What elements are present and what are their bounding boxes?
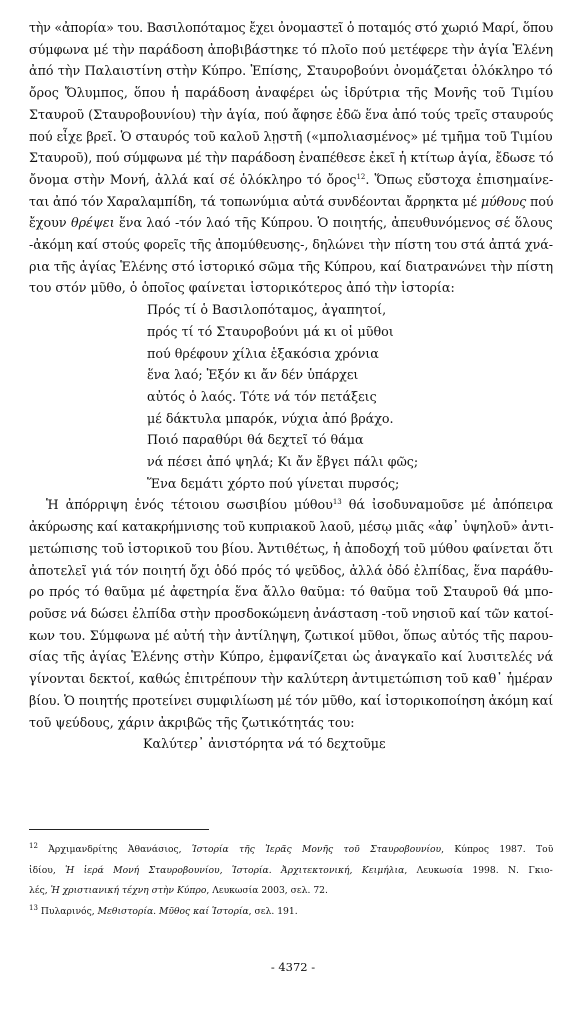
italic-title: Ἡ χριστιανική τέχνη στὴν Κύπρο: [50, 885, 207, 896]
line-text: πού εἶχε βρεῖ. Ὁ σταυρός τοῦ καλοῦ λῃστῆ («μπολιασμένος» μέ τμῆμα τοῦ Τιμίου: [29, 128, 553, 144]
verse-line: [147, 429, 553, 451]
text-line: [29, 191, 553, 213]
italic-term: θρέψει: [70, 215, 115, 231]
footnote-ref-12[interactable]: 12: [356, 172, 366, 181]
line-text: κων του. Σύμφωνα μέ αὐτή τὴν ἀντίληψη, ζωτικοί μῦθοι, ὅπως αὐτός τῆς παρου-: [29, 627, 553, 643]
verse-text: Ποιό παραθύρι θά δεχτεῖ τό θάμα: [147, 432, 364, 448]
verse-quote-final: [29, 733, 553, 755]
verse-text: αὐτός ὁ λαός. Τότε νά τόν πετάξεις: [147, 388, 377, 404]
footnote-ref-13[interactable]: 13: [332, 498, 342, 507]
verse-line: [147, 321, 553, 343]
verse-text: πού θρέφουν χίλια ἑξακόσια χρόνια: [147, 345, 379, 361]
line-text: ροῦσε νά δώσει ἐλπίδα στὴν προσδοκώμενη ἀνάσταση -τοῦ νησιοῦ καί τῶν κατοί-: [29, 605, 554, 621]
line-text: ἀποτελεῖ γιά τόν ποιητή ὄχι ὁδό πρός τό ψεῦδος, ἀλλά ὁδό ἐλπίδας, ἕνα παράθυ-: [29, 562, 554, 578]
line-text: Σταυροῦ), πού σύμφωνα μέ τὴν παράδοση ἐναπέθεσε ἐκεῖ ἡ κτίτωρ ἁγία, ἔδωσε τό: [29, 150, 554, 166]
verse-text: Πρός τί ὁ Βασιλοπόταμος, ἀγαπητοί,: [147, 302, 387, 318]
footnote-12-cont: [29, 861, 553, 882]
text-line: [29, 82, 553, 104]
italic-title: Ἡ ἱερά Μονή Σταυροβουνίου, Ἱστορία. Ἀρχιτεκτονική, Κειμήλια: [65, 864, 405, 876]
verse-text: Καλύτερ᾽ ἀνιστόρητα νά τό δεχτοῦμε: [143, 736, 386, 752]
verse-text: ἕνα λαό; Ἐξόν κι ἄν δέν ὑπάρχει: [147, 367, 359, 383]
text-run: ἔχουν: [29, 215, 71, 231]
text-line: [29, 277, 553, 299]
line-text: τὴν «ἀπορία» του. Βασιλοπόταμος ἔχει ὀνομαστεῖ ὁ ποταμός στό χωριό Μαρί, ὅπου: [29, 20, 553, 35]
verse-text: μέ δάκτυλα μπαρόκ, νύχια ἀπό βράχο.: [147, 410, 394, 426]
text-line: [29, 625, 553, 647]
line-text: σύμφωνα μέ τὴν παράδοση ἀποβιβάστηκε τό πλοῖο πού μετέφερε τὴν ἁγία Ἑλένη: [29, 41, 554, 57]
italic-term: μύθους: [480, 193, 527, 209]
line-text: Σταυροῦ (Σταυροβουνίου) τὴν ἁγία, πού ἄφησε ἐδῶ ἕνα ἀπό τούς τρεῖς σταυρούς: [29, 106, 554, 122]
verse-text: νά πέσει ἀπό ψηλά; Κι ἄν ἔβγει πάλι φῶς;: [147, 454, 419, 470]
text-run: ται ἀπό τόν Χαραλαμπίδη, τά τοπωνύμια αὐτά συνδέονται ἄρρηκτα μέ: [29, 193, 481, 209]
text-line: [29, 256, 553, 278]
text-line: [29, 560, 553, 582]
text-line: [29, 668, 553, 690]
line-text: ρια τῆς ἁγίας Ἑλένης στό ἱστορικό σῶμα τῆς Κύπρου, καί διατρανώνει τὴν πίστη: [29, 258, 554, 274]
line-text: [46, 494, 553, 516]
text-line: [29, 581, 553, 603]
line-text: του στόν μῦθο, ὁ ὁποῖος φαίνεται ἱστορικότερος ἀπό τὴν ἱστορία:: [29, 280, 455, 296]
footnote-text: [29, 902, 298, 923]
footnote-text: [29, 881, 328, 902]
verse-line: [147, 343, 553, 365]
verse-line: [147, 299, 553, 321]
line-text: βίου. Ὁ ποιητής προτείνει συμφιλίωση μέ τόν μῦθο, καί ἱστορικοποίηση ἀκόμη καί: [29, 692, 554, 708]
text-run: Ἡ ἀπόρριψη ἑνός τέτοιου σωσιβίου μύθου: [46, 497, 333, 513]
text-line: [29, 712, 553, 734]
text-line: [29, 690, 553, 712]
verse-text: πρός τί τό Σταυροβούνι μά κι οἱ μῦθοι: [147, 323, 394, 339]
line-text: [29, 169, 553, 191]
line-text: ἀπό τὴν Παλαιστίνη στὴν Κύπρο. Ἐπίσης, Σταυροβούνι ὀνομάζεται ὁλόκληρο τό: [29, 63, 553, 79]
line-text: [29, 212, 553, 234]
text-run: , σελ. 191.: [248, 905, 298, 917]
italic-title: Μεθιστορία. Μῦθος καί Ἱστορία: [97, 905, 249, 917]
text-run: ἕνα λαό -τόν λαό τῆς Κύπρου. Ὁ ποιητής, ἀπευθυνόμενος σέ ὅλους: [114, 215, 553, 231]
text-run: , Λευκωσία 2003, σελ. 72.: [206, 885, 328, 896]
text-line: [29, 212, 553, 234]
verse-line: [143, 733, 553, 755]
verse-line: [147, 451, 553, 473]
text-run: Πυλαρινός,: [37, 905, 98, 917]
text-line: [29, 104, 553, 126]
verse-line: [147, 473, 553, 495]
text-line: [29, 126, 553, 148]
line-text: γίνονται δεκτοί, καθώς ἐπιτρέπουν τὴν καλύτερη ἀντιμετώπιση τοῦ καθ᾽ ἡμέραν: [29, 671, 553, 687]
line-text: ὄρος Ὄλυμπος, ὅπου ἡ παράδοση ἀναφέρει ὡς ἱδρύτρια τῆς Μονῆς τοῦ Τιμίου: [29, 85, 554, 101]
text-run: πού: [526, 193, 554, 209]
text-run: ἰδίου,: [29, 864, 66, 876]
verse-line: [147, 364, 553, 386]
text-line: [29, 234, 553, 256]
footnote-12-cont: [29, 881, 553, 902]
verse-quote: [29, 299, 553, 494]
footnote-separator: [29, 829, 209, 830]
line-text: [29, 191, 553, 213]
line-text: ρο πρός τό θαῦμα μέ ἀφετηρία ἕνα ἄλλο θαῦμα: τό θαῦμα τοῦ Σταυροῦ θά μπο-: [29, 584, 553, 600]
line-text: σίας τῆς ἁγίας Ἑλένης στὴν Κύπρο, ἐμφανίζεται ὡς ἀναγκαῖο καί λυσιτελές νά: [29, 649, 554, 665]
text-line: [29, 169, 553, 191]
footnote-text: [29, 861, 553, 882]
text-line: [29, 147, 553, 169]
line-text: μετώπισης τοῦ ἱστορικοῦ του βίου. Ἀντιθέτως, ἡ ἀποδοχή τοῦ μύθου φαίνεται ὅτι: [29, 540, 554, 556]
footnote-number: 13: [29, 903, 38, 912]
line-text: τοῦ ψεύδους, χάριν ἀκριβῶς τῆς ζωτικότητάς του:: [29, 714, 355, 730]
text-run: . Ὅπως εὔστοχα ἐπισημαίνε-: [365, 171, 554, 187]
text-run: ὄνομα στὴν Μονή, ἀλλά καί σέ ὁλόκληρο τό ὄρος: [29, 171, 357, 187]
main-text: [29, 17, 553, 755]
text-line: [29, 39, 553, 61]
verse-line: [147, 386, 553, 408]
text-run: , Κύπρος 1987. Τοῦ: [441, 844, 554, 855]
verse-line: [147, 408, 553, 430]
text-run: , Λευκωσία 1998. Ν. Γκιο-: [404, 864, 553, 876]
line-text: -ἀκόμη καί στούς φορεῖς τῆς ἀπομύθευσης-, δηλώνει τὴν πίστη του στά ἀπτά χνά-: [29, 237, 553, 253]
text-run: θά ἰσοδυναμοῦσε μέ ἀπόπειρα: [341, 497, 554, 513]
footnote-12: [29, 840, 553, 861]
text-line: [29, 60, 553, 82]
footnote-text: [29, 840, 553, 861]
text-line: [29, 516, 553, 538]
text-line: [29, 538, 553, 560]
italic-title: Ἱστορία τῆς Ἱερᾶς Μονῆς τοῦ Σταυροβουνίου: [191, 844, 442, 855]
text-line: [29, 494, 553, 516]
text-line: [29, 603, 553, 625]
text-run: λές,: [29, 885, 51, 896]
page-number: - 4372 -: [270, 960, 316, 974]
verse-text: Ἕνα δεμάτι χόρτο πού γίνεται πυρσός;: [147, 475, 400, 491]
footnotes: [29, 840, 553, 922]
text-line: [29, 646, 553, 668]
footnote-number: 12: [29, 841, 38, 850]
footnote-13: [29, 902, 553, 923]
line-text: ἀκύρωσης καί κατακρήμνισης τοῦ κυπριακοῦ λαοῦ, μέσῳ μιᾶς «ἀφ᾽ ὑψηλοῦ» ἀντι-: [29, 519, 554, 535]
text-run: Ἀρχιμανδρίτης Ἀθανάσιος,: [37, 844, 192, 855]
text-line: [29, 17, 553, 39]
